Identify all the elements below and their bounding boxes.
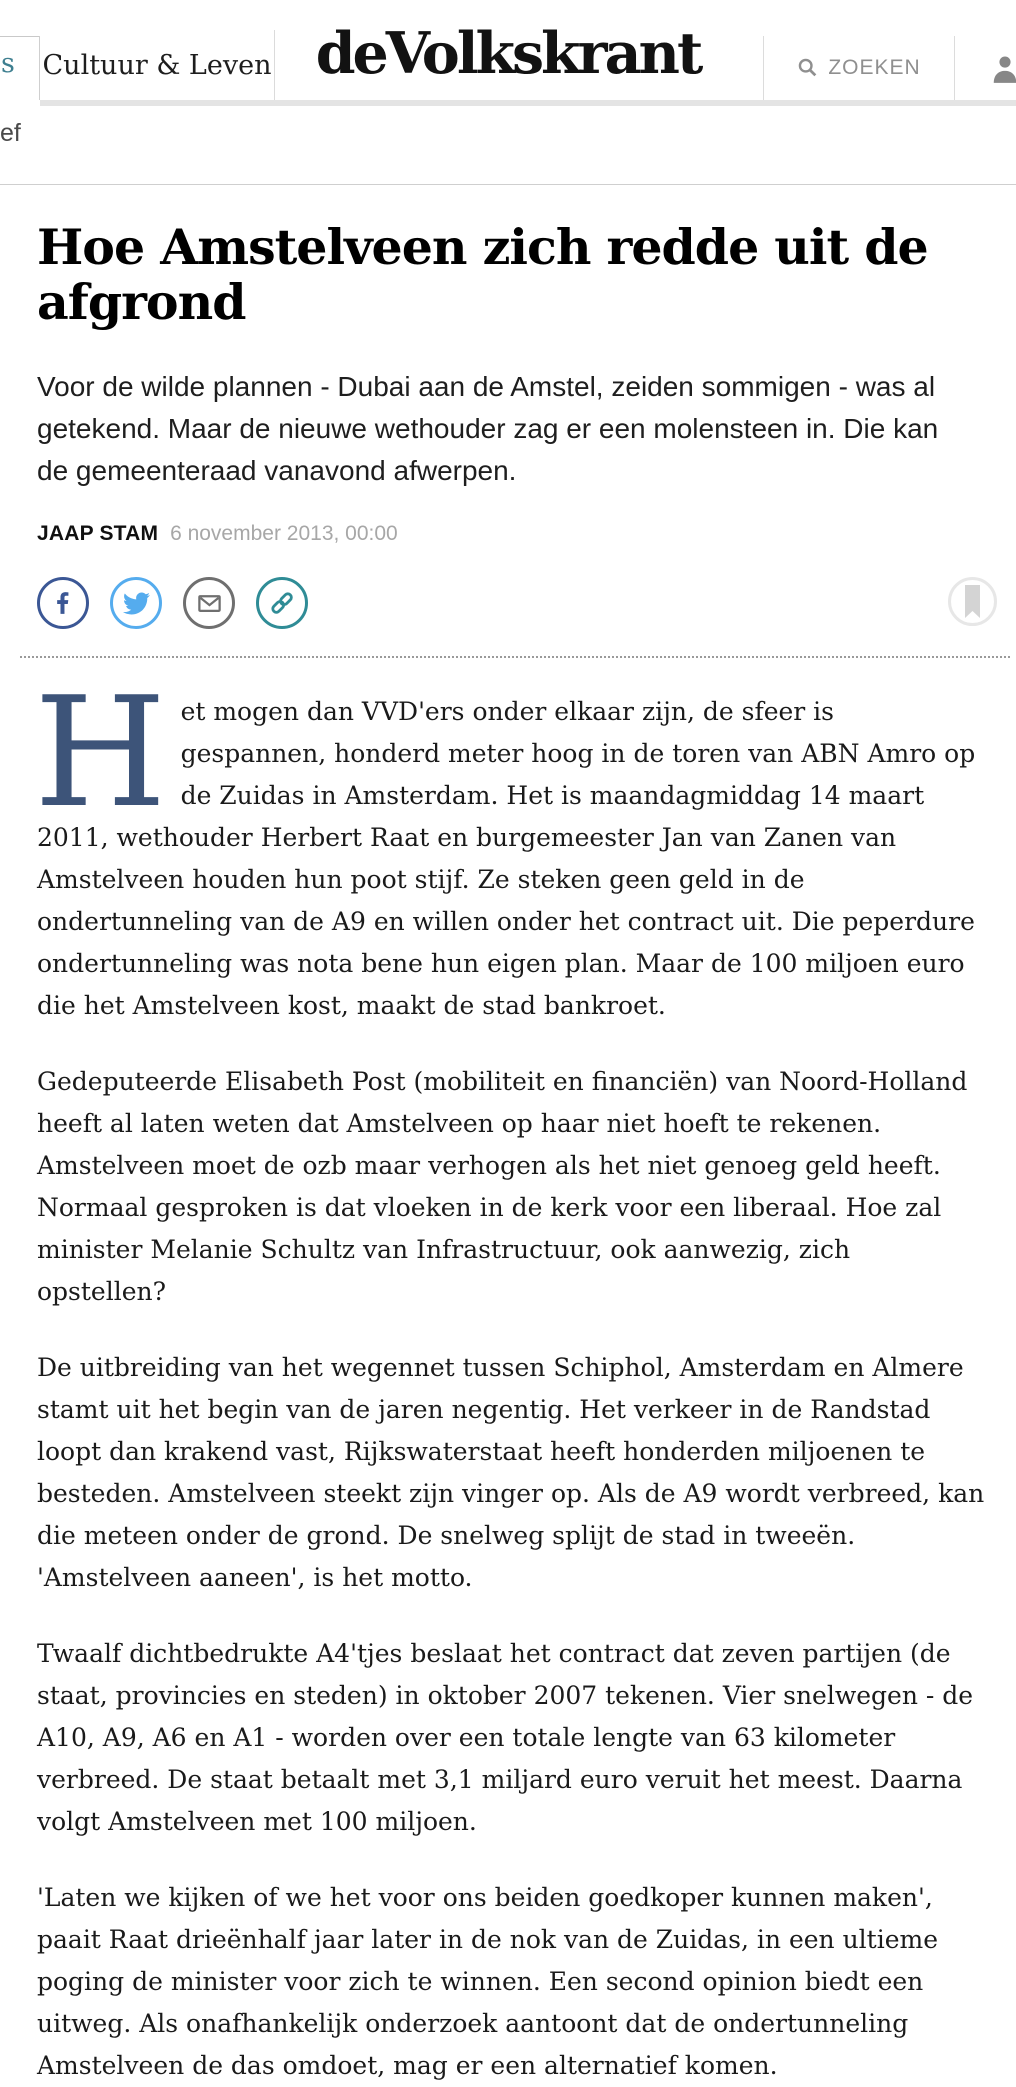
share-row bbox=[37, 577, 985, 629]
article-body bbox=[34, 664, 985, 2087]
paragraph-text: et mogen dan VVD'ers onder elkaar zijn, de sfeer is gespannen, honderd meter hoog in de toren van ABN Amro op de Zuidas in Amsterdam. Het is maandagmiddag 14 maart 2011, wethouder Herbert Raat en burgemeester Jan van Zanen van Amstelveen houden hun poot stijf. Ze steken geen geld in de ondertunneling van de A9 en willen onder het contract uit. Die peperdure ondertunneling was nota bene hun eigen plan. Maar de 100 miljoen euro die het Amstelveen kost, maakt de stad bankroet. bbox=[37, 697, 976, 1020]
share-email-button[interactable] bbox=[183, 577, 235, 629]
article-intro: Voor de wilde plannen - Dubai aan de Amstel, zeiden sommigen - was al getekend. Maar de nieuwe wethouder zag er een molensteen in. Die kan de gemeenteraad vanavond afwerpen. bbox=[37, 371, 939, 486]
byline bbox=[37, 522, 985, 546]
share-twitter-button[interactable] bbox=[110, 577, 162, 629]
drop-cap: H bbox=[34, 664, 167, 841]
profile-button[interactable] bbox=[991, 54, 1016, 84]
author-name[interactable]: JAAP STAM bbox=[37, 522, 159, 545]
article-paragraph: De uitbreiding van het wegennet tussen Schiphol, Amsterdam en Almere stamt uit het begin van de jaren negentig. Het verkeer in de Randstad loopt dan krakend vast, Rijkswaterstaat heeft honderden miljoenen te besteden. Amstelveen steekt zijn vinger op. Als de A9 wordt verbreed, kan die meteen onder de grond. De snelweg splijt de stad in tweeën. 'Amstelveen aaneen', is het motto. bbox=[37, 1353, 985, 1592]
site-header bbox=[0, 0, 1016, 106]
dotted-divider bbox=[20, 656, 1010, 658]
bookmark-button[interactable] bbox=[948, 577, 997, 626]
search-button[interactable] bbox=[764, 36, 954, 100]
link-icon bbox=[268, 589, 296, 617]
article-content bbox=[34, 184, 985, 2087]
twitter-icon bbox=[123, 590, 150, 617]
article-paragraph: Gedeputeerde Elisabeth Post (mobiliteit en financiën) van Noord-Holland heeft al laten weten dat Amstelveen op haar niet hoeft te rekenen. Amstelveen moet de ozb maar verhogen als het niet genoeg geld heeft. Normaal gesproken is dat vloeken in de kerk voor een liberaal. Hoe zal minister Melanie Schultz van Infrastructuur, ook aanwezig, zich opstellen? bbox=[37, 1067, 968, 1306]
article-paragraph: 'Laten we kijken of we het voor ons beiden goedkoper kunnen maken', paait Raat drieënhalf jaar later in de nok van de Zuidas, in een ultieme poging de minister voor zich te winnen. Een second opinion biedt een uitweg. Als onafhankelijk onderzoek aantoont dat de ondertunneling Amstelveen de das omdoet, mag er een alternatief komen. bbox=[37, 1883, 939, 2080]
search-icon bbox=[797, 57, 819, 79]
search-label: ZOEKEN bbox=[828, 56, 921, 79]
sidebar-partial-tab[interactable]: s bbox=[1, 48, 15, 79]
bookmark-icon bbox=[965, 580, 980, 618]
email-icon bbox=[196, 590, 223, 617]
share-facebook-button[interactable] bbox=[37, 577, 89, 629]
tab-cultuur-leven-label: Cultuur & Leven bbox=[42, 49, 272, 81]
article-paragraph bbox=[34, 664, 985, 1027]
header-divider bbox=[954, 36, 955, 100]
breadcrumb-partial[interactable]: ef bbox=[0, 119, 21, 147]
page-title: Hoe Amstelveen zich redde uit de afgrond bbox=[37, 218, 928, 331]
share-buttons bbox=[37, 577, 985, 629]
publish-date: 6 november 2013, 00:00 bbox=[170, 522, 398, 545]
share-link-button[interactable] bbox=[256, 577, 308, 629]
facebook-icon bbox=[50, 590, 76, 616]
article-paragraph: Twaalf dichtbedrukte A4'tjes beslaat het contract dat zeven partijen (de staat, provincies en steden) in oktober 2007 tekenen. Vier snelwegen - de A10, A9, A6 en A1 - worden over een totale lengte van 63 kilometer verbreed. De staat betaalt met 3,1 miljard euro veruit het meest. Daarna volgt Amstelveen met 100 miljoen. bbox=[37, 1639, 974, 1836]
user-icon bbox=[991, 71, 1016, 88]
header-shadow bbox=[40, 100, 1016, 106]
volkskrant-logo[interactable]: deVolkskrant bbox=[315, 20, 701, 87]
